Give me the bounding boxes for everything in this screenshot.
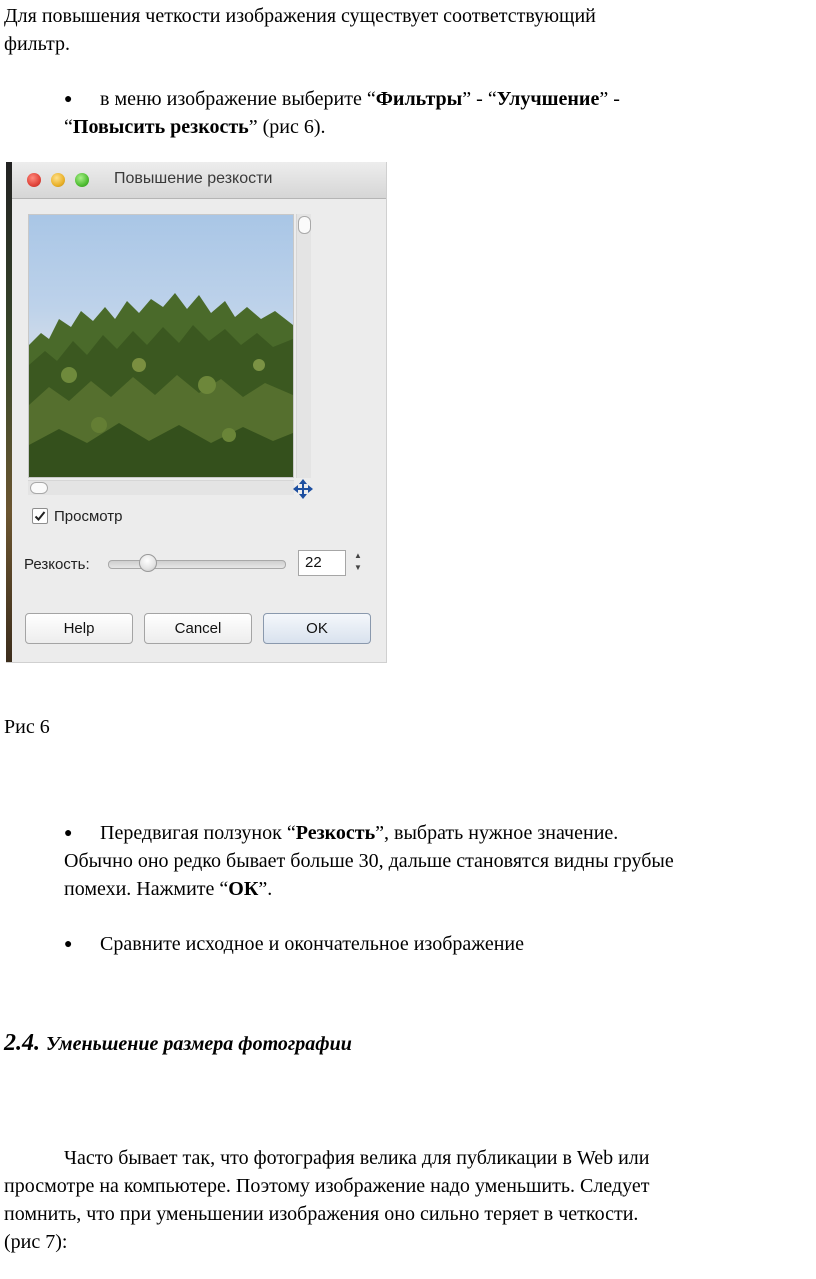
preview-horizontal-scrollbar[interactable] xyxy=(28,480,294,495)
bullet-2-text: ”, выбрать нужное значение. xyxy=(375,822,619,844)
sharpness-label: Резкость: xyxy=(24,556,90,573)
ok-term: ОК xyxy=(228,878,259,900)
preview-vertical-scrollbar[interactable] xyxy=(296,214,311,478)
background-strip xyxy=(6,162,12,662)
zoom-icon[interactable] xyxy=(75,173,89,187)
close-icon[interactable] xyxy=(27,173,41,187)
body-line-1: Часто бывает так, что фотография велика для публикации в Web или xyxy=(64,1147,650,1169)
menu-sharpen-term: Повысить резкость xyxy=(72,116,249,138)
preview-image xyxy=(28,214,294,478)
bullet-1-text: “ xyxy=(64,116,73,138)
horizontal-scroll-thumb[interactable] xyxy=(30,482,48,494)
sharpness-term: Резкость xyxy=(295,822,376,844)
bullet-1-line-1 xyxy=(100,86,620,113)
menu-filters-term: Фильтры xyxy=(375,88,463,110)
body-line-3: помнить, что при уменьшении изображения оно сильно теряет в четкости. xyxy=(4,1203,639,1225)
bullet-2-line-3 xyxy=(64,876,272,903)
bullet-marker: ● xyxy=(64,937,73,952)
dialog-titlebar[interactable] xyxy=(12,162,386,199)
ok-button[interactable]: OK xyxy=(263,613,371,644)
menu-enhance-term: Улучшение xyxy=(496,88,600,110)
intro-line-2: фильтр. xyxy=(4,33,70,55)
sharpness-value-field[interactable]: 22 xyxy=(298,550,346,576)
intro-line-1: Для повышения четкости изображения существует соответствующий xyxy=(4,5,596,27)
figure-caption: Рис 6 xyxy=(4,716,50,738)
dialog-title: Повышение резкости xyxy=(114,170,273,187)
preview-checkbox-label: Просмотр xyxy=(54,508,123,525)
section-number: 2.4. xyxy=(4,1030,40,1056)
section-heading xyxy=(4,1030,352,1057)
spin-arrows-icon[interactable]: ▲ ▼ xyxy=(354,551,362,572)
bullet-3-line-1: Сравните исходное и окончательное изображение xyxy=(100,933,524,955)
section-title: Уменьшение размера фотографии xyxy=(46,1033,352,1055)
bullet-2-line-2: Обычно оно редко бывает больше 30, дальше становятся видны грубые xyxy=(64,850,674,872)
bullet-2-text: Передвигая ползунок “ xyxy=(100,822,296,844)
check-icon xyxy=(33,509,47,523)
bullet-2-text: ”. xyxy=(258,878,273,900)
sharpness-slider-track[interactable] xyxy=(108,560,286,569)
trees-photo xyxy=(29,215,293,477)
bullet-marker: ● xyxy=(64,92,73,107)
sharpness-slider-knob[interactable] xyxy=(139,554,157,572)
bullet-1-text: ” - xyxy=(599,88,620,110)
bullet-1-text: в меню изображение выберите “ xyxy=(100,88,376,110)
bullet-1-text: ” - “ xyxy=(462,88,497,110)
vertical-scroll-thumb[interactable] xyxy=(298,216,311,234)
body-line-2: просмотре на компьютере. Поэтому изображение надо уменьшить. Следует xyxy=(4,1175,650,1197)
bullet-1-line-2 xyxy=(64,114,326,141)
cancel-button[interactable]: Cancel xyxy=(144,613,252,644)
move-arrows-icon[interactable] xyxy=(292,478,314,500)
minimize-icon[interactable] xyxy=(51,173,65,187)
bullet-2-line-1 xyxy=(100,820,618,847)
bullet-marker: ● xyxy=(64,826,73,841)
help-button[interactable]: Help xyxy=(25,613,133,644)
body-line-4: (рис 7): xyxy=(4,1231,68,1253)
bullet-1-text: ” (рис 6). xyxy=(248,116,326,138)
bullet-2-text: помехи. Нажмите “ xyxy=(64,878,229,900)
preview-checkbox[interactable] xyxy=(32,508,48,524)
sharpen-dialog xyxy=(6,162,387,663)
